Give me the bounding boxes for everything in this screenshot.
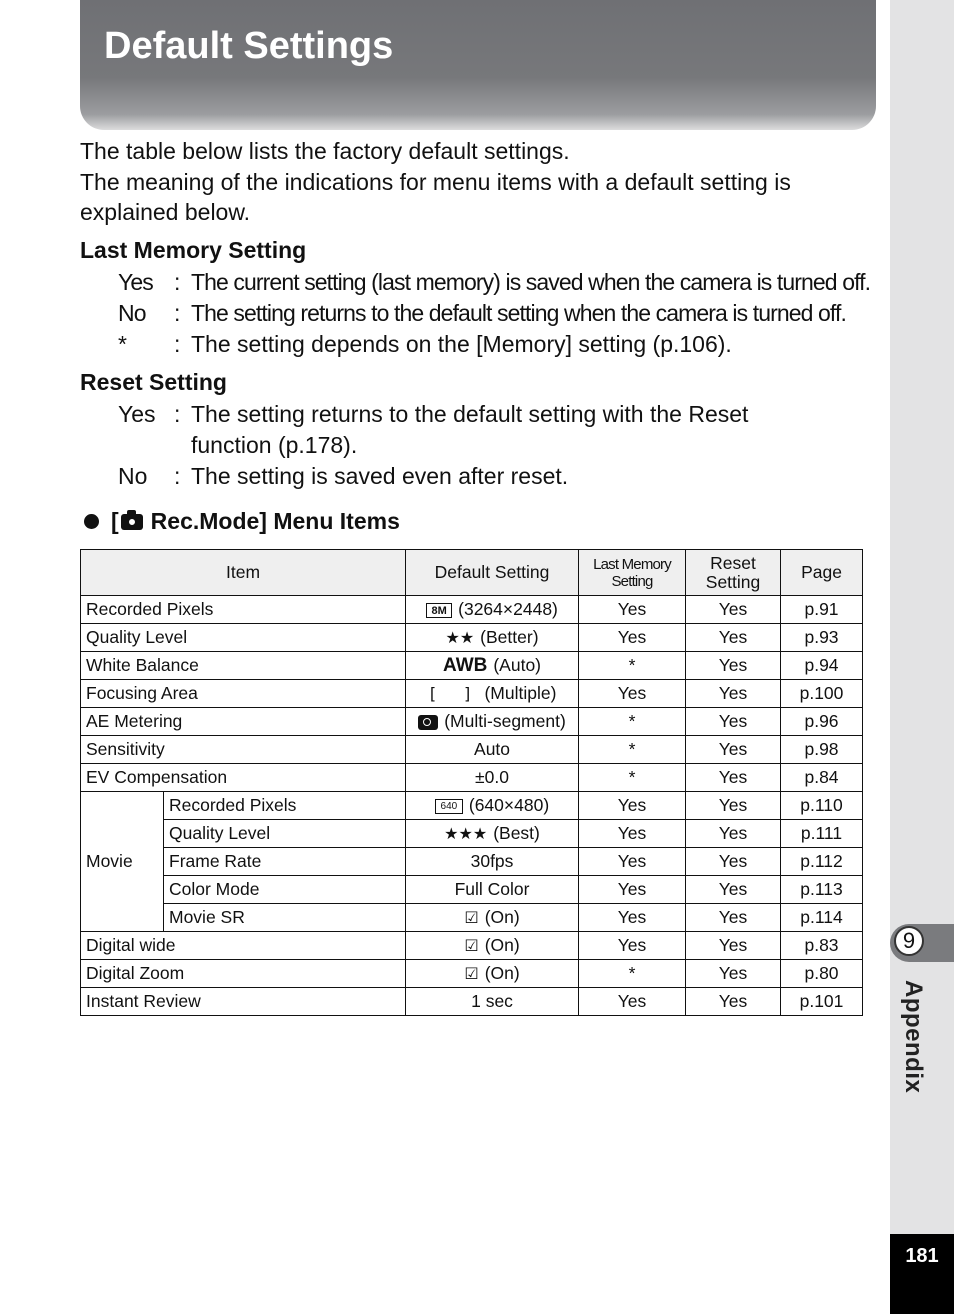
row-last: * (579, 708, 686, 736)
row-last: Yes (579, 624, 686, 652)
row-last: * (579, 764, 686, 792)
header-default: Default Setting (406, 550, 579, 596)
row-reset: Yes (686, 624, 781, 652)
table-row (81, 876, 863, 904)
intro-line-1: The table below lists the factory default settings. (80, 138, 570, 164)
row-item: Color Mode (164, 876, 406, 904)
table-row (81, 652, 863, 680)
row-default (406, 792, 579, 820)
row-item: Quality Level (81, 624, 406, 652)
default-value: (Best) (493, 823, 540, 843)
camera-icon (121, 514, 143, 530)
row-last: Yes (579, 876, 686, 904)
row-last: * (579, 652, 686, 680)
row-page: p.94 (781, 652, 863, 680)
def-sep: : (174, 269, 180, 295)
row-page: p.93 (781, 624, 863, 652)
row-item: White Balance (81, 652, 406, 680)
row-item: Recorded Pixels (164, 792, 406, 820)
row-item: Digital wide (81, 932, 406, 960)
table-row (81, 708, 863, 736)
row-reset: Yes (686, 960, 781, 988)
row-reset: Yes (686, 764, 781, 792)
row-default (406, 680, 579, 708)
def-key: No (118, 300, 146, 326)
row-page: p.100 (781, 680, 863, 708)
multi-segment-metering-icon (418, 715, 438, 730)
default-value: (On) (484, 907, 520, 927)
table-row (81, 932, 863, 960)
row-page: p.96 (781, 708, 863, 736)
row-reset: Yes (686, 596, 781, 624)
table-row (81, 764, 863, 792)
table-row (81, 792, 863, 820)
row-reset: Yes (686, 820, 781, 848)
row-default: 1 sec (406, 988, 579, 1016)
header-reset: Reset Setting (686, 550, 781, 596)
table-row (81, 960, 863, 988)
default-value: (Auto) (493, 654, 541, 675)
row-item: Movie SR (164, 904, 406, 932)
page-number: 181 (890, 1234, 954, 1314)
default-value: (On) (484, 963, 520, 983)
last-memory-title: Last Memory Setting (80, 237, 307, 263)
table-row (81, 820, 863, 848)
row-reset: Yes (686, 904, 781, 932)
row-reset: Yes (686, 848, 781, 876)
table-row (81, 736, 863, 764)
header-item: Item (81, 550, 406, 596)
row-reset: Yes (686, 876, 781, 904)
page-title: Default Settings (104, 25, 394, 67)
chapter-sidebar (890, 0, 954, 1314)
def-text: The current setting (last memory) is saved when the camera is turned off. (191, 269, 871, 295)
chapter-number: 9 (894, 926, 924, 956)
check-on-icon: ☑ (464, 964, 479, 983)
def-sep: : (174, 463, 181, 489)
row-default: Full Color (406, 876, 579, 904)
default-settings-table (80, 549, 863, 1016)
check-on-icon: ☑ (464, 936, 479, 955)
row-default (406, 904, 579, 932)
focus-area-bracket-icon: [ ] (427, 684, 481, 703)
def-key: No (118, 463, 148, 489)
table-row (81, 848, 863, 876)
check-on-icon: ☑ (464, 908, 479, 927)
row-item: Quality Level (164, 820, 406, 848)
row-reset: Yes (686, 680, 781, 708)
row-last: Yes (579, 848, 686, 876)
row-default (406, 652, 579, 680)
row-page: p.114 (781, 904, 863, 932)
default-value: (Multiple) (484, 683, 557, 703)
def-key: Yes (118, 401, 156, 427)
reset-setting-title: Reset Setting (80, 369, 227, 395)
def-key: Yes (118, 269, 153, 295)
table-row (81, 680, 863, 708)
title-banner (80, 0, 876, 130)
row-item: Digital Zoom (81, 960, 406, 988)
def-text-continued: function (p.178). (191, 432, 358, 458)
row-last: Yes (579, 680, 686, 708)
row-reset: Yes (686, 932, 781, 960)
row-default (406, 596, 579, 624)
row-page: p.83 (781, 932, 863, 960)
row-reset: Yes (686, 652, 781, 680)
row-page: p.80 (781, 960, 863, 988)
row-reset: Yes (686, 988, 781, 1016)
default-value: (Multi-segment) (444, 711, 566, 731)
row-item: Sensitivity (81, 736, 406, 764)
row-default (406, 960, 579, 988)
table-header-row (81, 550, 863, 596)
movie-group-label: Movie (81, 792, 164, 932)
table-heading (84, 508, 400, 535)
row-last: * (579, 736, 686, 764)
row-page: p.101 (781, 988, 863, 1016)
row-page: p.91 (781, 596, 863, 624)
table-row (81, 596, 863, 624)
awb-icon: AWB (443, 654, 488, 676)
row-page: p.98 (781, 736, 863, 764)
def-sep: : (174, 401, 181, 427)
row-item: Focusing Area (81, 680, 406, 708)
heading-text: Rec.Mode] Menu Items (150, 508, 400, 534)
quality-star-icon: ★★★ (444, 824, 488, 843)
intro-text (80, 136, 880, 228)
row-item: Frame Rate (164, 848, 406, 876)
movie-640-icon: 640 (435, 799, 463, 814)
row-item: EV Compensation (81, 764, 406, 792)
row-page: p.84 (781, 764, 863, 792)
row-item: Recorded Pixels (81, 596, 406, 624)
row-reset: Yes (686, 792, 781, 820)
row-last: * (579, 960, 686, 988)
row-default (406, 624, 579, 652)
quality-star-icon: ★★ (445, 628, 475, 647)
row-page: p.113 (781, 876, 863, 904)
row-default: 30fps (406, 848, 579, 876)
def-key: * (118, 331, 127, 357)
row-last: Yes (579, 932, 686, 960)
row-default (406, 932, 579, 960)
row-last: Yes (579, 596, 686, 624)
row-item: Instant Review (81, 988, 406, 1016)
table-row (81, 988, 863, 1016)
row-reset: Yes (686, 736, 781, 764)
row-last: Yes (579, 904, 686, 932)
row-default (406, 820, 579, 848)
heading-open-bracket: [ (111, 508, 119, 534)
table-row (81, 624, 863, 652)
def-sep: : (174, 300, 180, 326)
row-page: p.111 (781, 820, 863, 848)
bullet-icon (84, 514, 99, 529)
default-value: (Better) (480, 627, 539, 647)
row-default (406, 708, 579, 736)
def-text: The setting returns to the default setting with the Reset (191, 401, 749, 427)
header-last-memory: Last Memory Setting (579, 550, 686, 596)
row-default: Auto (406, 736, 579, 764)
def-text: The setting returns to the default setting when the camera is turned off. (191, 300, 846, 326)
table-row (81, 904, 863, 932)
def-sep: : (174, 331, 181, 357)
chapter-label: Appendix (900, 980, 927, 1094)
row-page: p.112 (781, 848, 863, 876)
row-last: Yes (579, 988, 686, 1016)
row-item: AE Metering (81, 708, 406, 736)
row-last: Yes (579, 792, 686, 820)
row-default: ±0.0 (406, 764, 579, 792)
recorded-pixels-8m-icon: 8M (426, 603, 452, 618)
row-reset: Yes (686, 708, 781, 736)
default-value: (3264×2448) (458, 599, 558, 619)
header-page: Page (781, 550, 863, 596)
def-text: The setting is saved even after reset. (191, 463, 569, 489)
row-last: Yes (579, 820, 686, 848)
def-text: The setting depends on the [Memory] setting (p.106). (191, 331, 732, 357)
default-value: (640×480) (468, 795, 550, 815)
default-value: (On) (484, 935, 520, 955)
intro-line-2: The meaning of the indications for menu items with a default setting is explained below. (80, 168, 791, 225)
row-page: p.110 (781, 792, 863, 820)
